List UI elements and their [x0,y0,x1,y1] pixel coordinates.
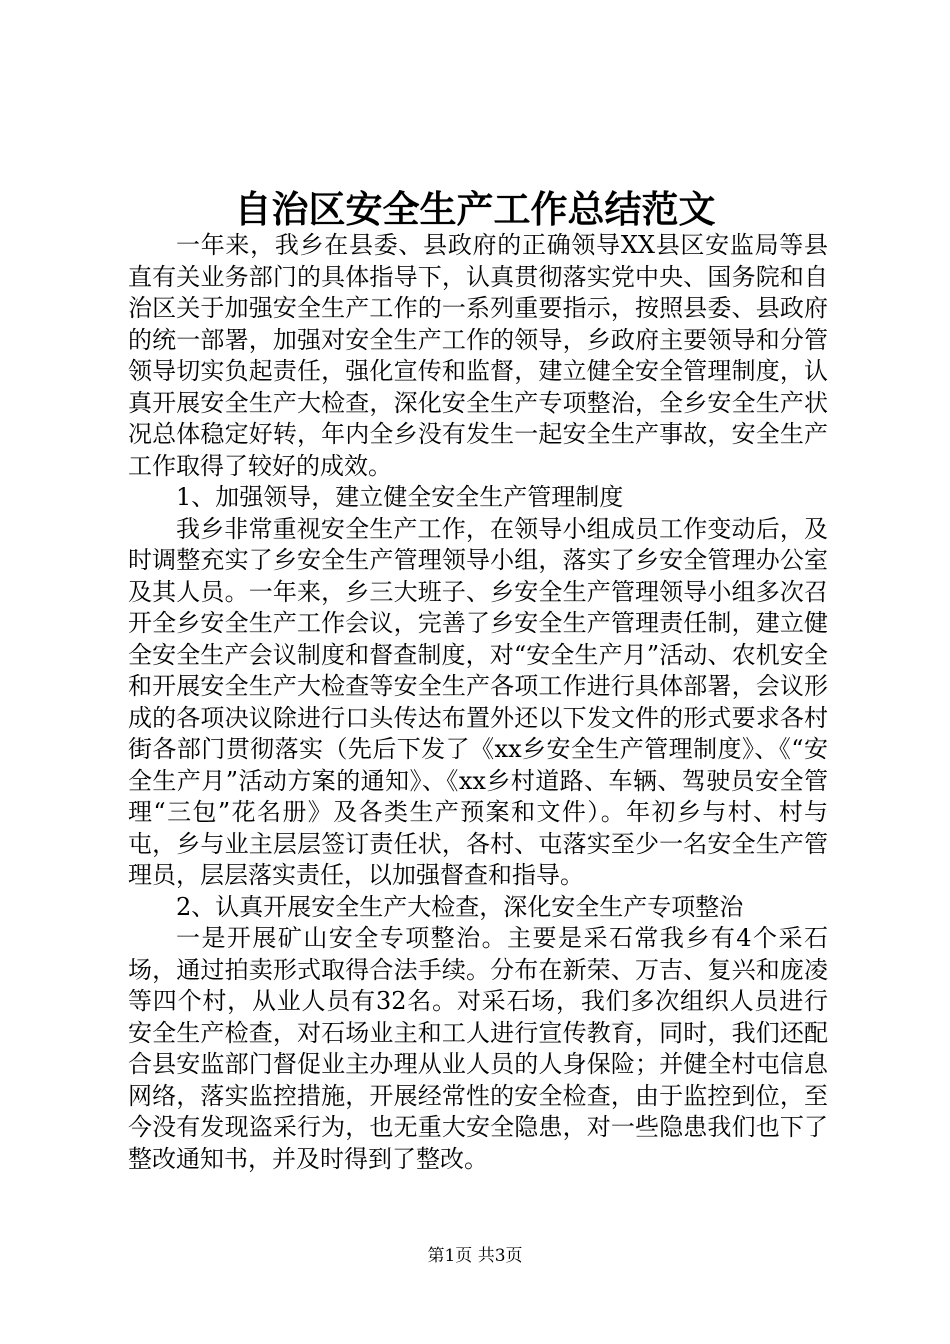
document-body [128,230,828,1175]
section-heading-1: 1、加强领导，建立健全安全生产管理制度 [176,483,624,511]
section-heading-2: 2、认真开展安全生产大检查，深化安全生产专项整治 [176,892,744,921]
paragraph-section-2: 一是开展矿山安全专项整治。主要是采石常我乡有4个采石场，通过拍卖形式取得合法手续。分布在新荣、万吉、复兴和庞凌等四个村，从业人员有32名。对采石场，我们多次组织人员进行安全生产检查，对石场业主和工人进行宣传教育，同时，我们还配合县安监部门督促业主办理从业人员的人身保险；并健全村屯信息网络，落实监控措施，开展经常性的安全检查，由于监控到位，至今没有发现盗采行为，也无重大安全隐患，对一些隐患我们也下了整改通知书，并及时得到了整改。 [128,924,828,1173]
paragraph-section-1: 我乡非常重视安全生产工作，在领导小组成员工作变动后，及时调整充实了乡安全生产管理领导小组，落实了乡安全管理办公室及其人员。一年来，乡三大班子、乡安全生产管理领导小组多次召开全乡安全生产工作会议，完善了乡安全生产管理责任制，建立健全安全生产会议制度和督查制度，对“安全生产月”活动、农机安全和开展安全生产大检查等安全生产各项工作进行具体部署，会议形成的各项决议除进行口头传达布置外还以下发文件的形式要求各村街各部门贯彻落实（先后下发了《xx乡安全生产管理制度》、《“安全生产月”活动方案的通知》、《xx乡村道路、车辆、驾驶员安全管理“三包”花名册》及各类生产预案和文件）。年初乡与村、村与屯，乡与业主层层签订责任状，各村、屯落实至少一名安全生产管理员，层层落实责任，以加强督查和指导。 [128,514,828,889]
document-title: 自治区安全生产工作总结范文 [234,187,716,231]
page-number-footer: 第1页 共3页 [427,1246,523,1266]
paragraph-intro: 一年来，我乡在县委、县政府的正确领导XX县区安监局等县直有关业务部门的具体指导下，认真贯彻落实党中央、国务院和自治区关于加强安全生产工作的一系列重要指示，按照县委、县政府的统一部署，加强对安全生产工作的领导，乡政府主要领导和分管领导切实负起责任，强化宣传和监督，建立健全安全管理制度，认真开展安全生产大检查，深化安全生产专项整治，全乡安全生产状况总体稳定好转，年内全乡没有发生一起安全生产事故，安全生产工作取得了较好的成效。 [128,231,828,480]
